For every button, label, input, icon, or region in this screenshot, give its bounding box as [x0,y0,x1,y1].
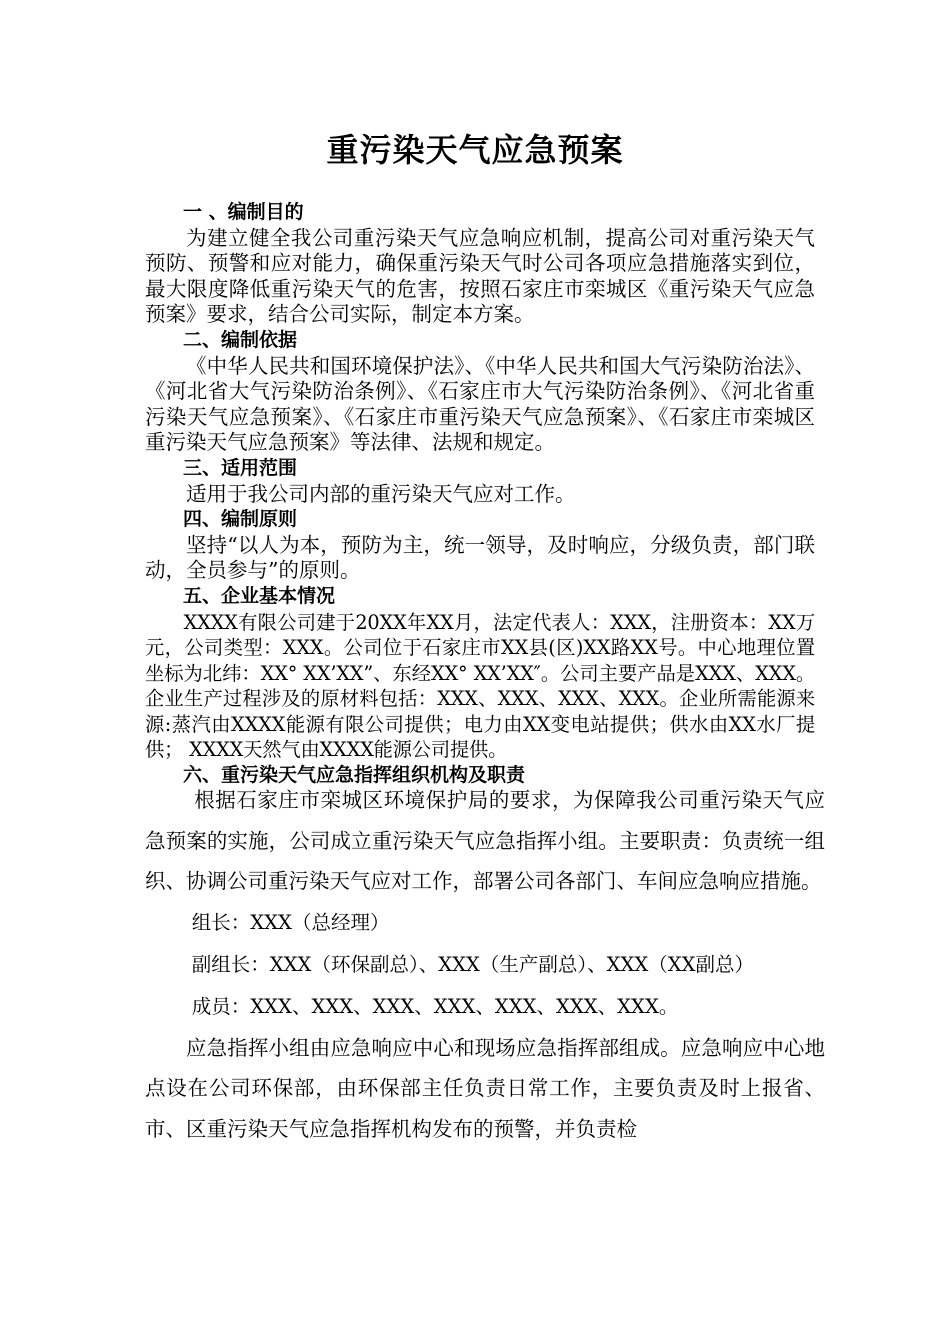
section-body-scope: 适用于我公司内部的重污染天气应对工作。 [186,481,576,506]
document-body-lower [145,780,825,1149]
section-heading-basis: 二、编制依据 [183,328,298,351]
document-title: 重污染天气应急预案 [326,131,624,169]
section-heading-scope: 三、适用范围 [183,456,298,479]
section-body-basis: 《中华人民共和国环境保护法》、《中华人民共和国大气污染防治法》、《河北省大气污染防治条例》、《石家庄市大气污染防治条例》、《河北省重污染天气应急预案》、《石家庄市重污染天气应急预案》、《石家庄市栾城区重污染天气应急预案》等法律、法规和规定。 [145,353,815,455]
section-body-company-info: XXXX有限公司建于20XX年XX月，法定代表人：XXX，注册资本：XX万元，公司类型：XXX。公司位于石家庄市XX县(区)XX路XX号。中心地理位置坐标为北纬：XX° XX’XX”、东经XX° XX’XX″。公司主要产品是XXX、XXX。企业生产过程涉及的原材料包括：XXX、XXX、XXX、XXX。企业所需能源来源:蒸汽由XXXX能源有限公司提供；电力由XX变电站提供；供水由XX水厂提供； XXXX天然气由XXXX能源公司提供。 [145,610,815,762]
section-heading-organization: 六、重污染天气应急指挥组织机构及职责 [183,764,526,787]
document-body-upper [145,200,815,789]
section-heading-company-info: 五、企业基本情况 [183,584,336,607]
organization-deputy: 副组长：XXX（环保副总）、XXX（生产副总）、XXX（XX副总） [191,952,755,976]
section-heading-purpose: 一 、编制目的 [183,201,304,223]
organization-structure: 应急指挥小组由应急响应中心和现场应急指挥部组成。应急响应中心地点设在公司环保部，由环保部主任负责日常工作，主要负责及时上报省、市、区重污染天气应急指挥机构发布的预警，并负责检 [145,1035,825,1141]
organization-leader: 组长：XXX（总经理） [191,910,390,934]
section-body-principles: 坚持“以人为本，预防为主，统一领导，及时响应，分级负责，部门联动，全员参与”的原则。 [145,532,815,583]
section-body-purpose: 为建立健全我公司重污染天气应急响应机制，提高公司对重污染天气预防、预警和应对能力，确保重污染天气时公司各项应急措施落实到位，最大限度降低重污染天气的危害，按照石家庄市栾城区《重污染天气应急预案》要求，结合公司实际，制定本方案。 [145,225,815,327]
organization-intro: 根据石家庄市栾城区环境保护局的要求，为保障我公司重污染天气应急预案的实施，公司成立重污染天气应急指挥小组。主要职责：负责统一组织、协调公司重污染天气应对工作，部署公司各部门、车间应急响应措施。 [145,788,825,893]
organization-members: 成员：XXX、XXX、XXX、XXX、XXX、XXX、XXX。 [191,994,679,1018]
section-heading-principles: 四、编制原则 [183,508,298,531]
